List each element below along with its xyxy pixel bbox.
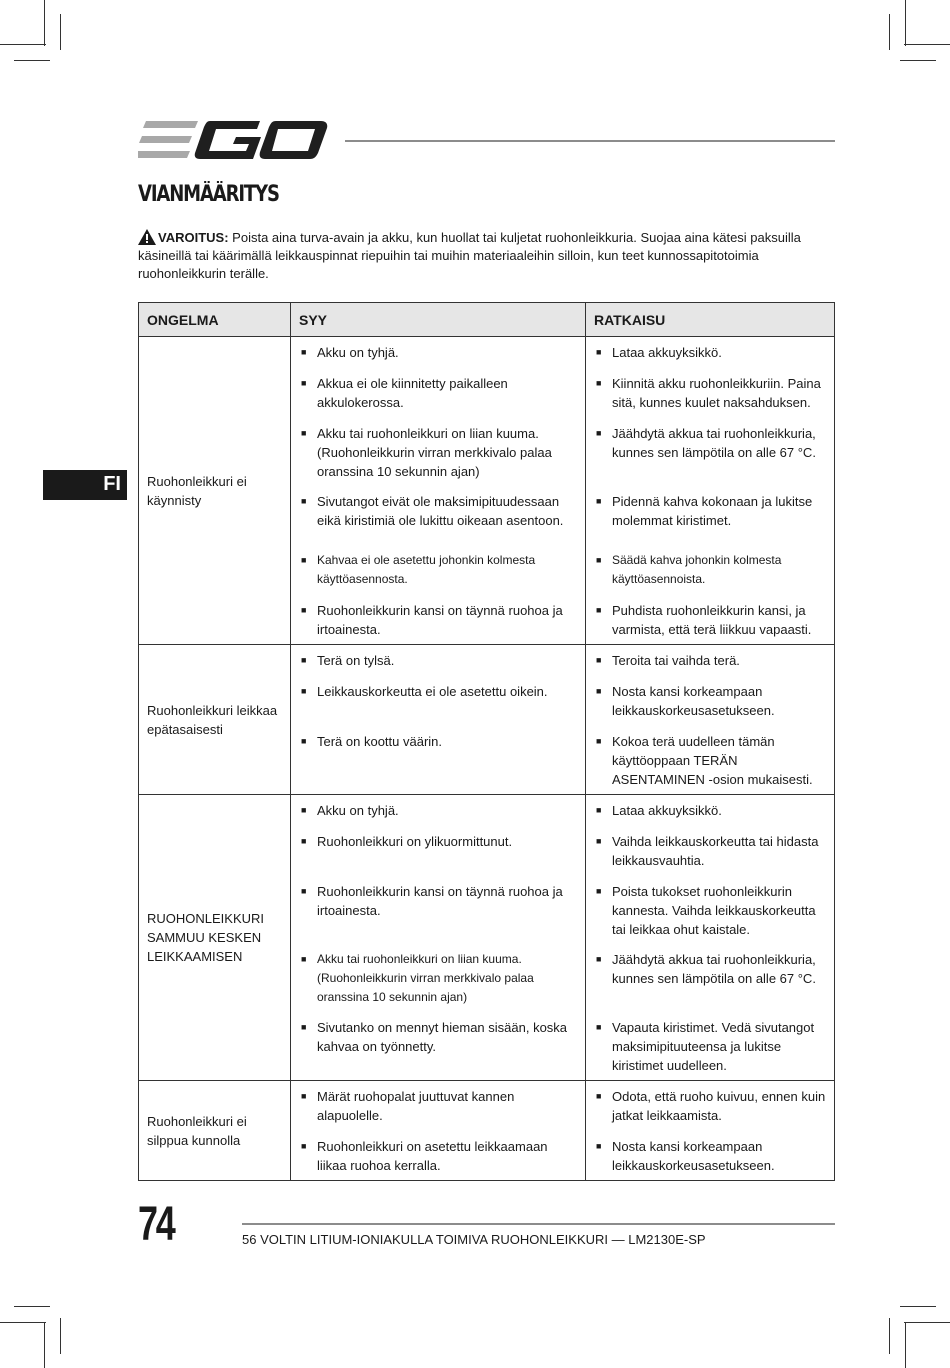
- bullet-icon: ■: [301, 836, 307, 846]
- list-item: ■ Akku on tyhjä.: [301, 343, 577, 374]
- bullet-icon: ■: [301, 736, 307, 746]
- list-item: ■ Sivutanko on mennyt hieman sisään, koska kahvaa on työnnetty.: [301, 1018, 577, 1075]
- list-item: ■ Ruohonleikkuri on asetettu leikkaamaan liikaa ruohoa kerralla.: [301, 1139, 548, 1173]
- list-item: ■ Poista tukokset ruohonleikkurin kannesta. Vaihda leikkauskorkeutta tai leikkaa ohut kaistale.: [596, 882, 826, 950]
- list-item: ■ Lataa akkuyksikkö.: [596, 343, 826, 374]
- crop-mark: [905, 1322, 906, 1368]
- list-item: ■ Jäähdytä akkua tai ruohonleikkuria, kunnes sen lämpötila on alle 67 °C.: [596, 950, 826, 1018]
- solution-cell: [586, 645, 835, 795]
- list-item: ■ Ruohonleikkuri on ylikuormittunut.: [301, 832, 577, 882]
- bullet-icon: ■: [301, 954, 307, 964]
- list-item: ■ Säädä kahva johonkin kolmesta käyttöasennoista.: [596, 551, 826, 601]
- bullet-icon: ■: [596, 378, 602, 388]
- list-item: ■ Vapauta kiristimet. Vedä sivutangot maksimipituuteensa ja lukitse kiristimet uudelleen.: [596, 1020, 815, 1073]
- crop-mark: [14, 1306, 50, 1307]
- crop-mark: [0, 1322, 46, 1323]
- bullet-icon: ■: [301, 428, 307, 438]
- cause-cell: [291, 1081, 586, 1181]
- table-row: [139, 337, 835, 645]
- list-item: ■ Kokoa terä uudelleen tämän käyttöoppaan TERÄN ASENTAMINEN -osion mukaisesti.: [596, 734, 813, 787]
- bullet-icon: ■: [301, 605, 307, 615]
- cause-cell: [291, 645, 586, 795]
- bullet-icon: ■: [596, 736, 602, 746]
- crop-mark: [904, 1322, 950, 1323]
- warning-notice: [138, 229, 838, 283]
- list-item: ■ Akku tai ruohonleikkuri on liian kuuma. (Ruohonleikkurin virran merkkivalo palaa oranssina 10 sekunnin ajan): [301, 950, 577, 1018]
- bullet-icon: ■: [301, 655, 307, 665]
- bullet-icon: ■: [596, 836, 602, 846]
- ego-logo: [138, 118, 328, 162]
- bullet-icon: ■: [301, 1091, 307, 1101]
- problem-cell: Ruohonleikkuri ei käynnisty: [139, 337, 291, 645]
- page-number: 74: [138, 1198, 174, 1251]
- bullet-icon: ■: [596, 496, 602, 506]
- list-item: ■ Kiinnitä akku ruohonleikkuriin. Paina sitä, kunnes kuulet naksahduksen.: [596, 374, 826, 424]
- crop-mark: [44, 0, 45, 46]
- list-item: ■ Odota, että ruoho kuivuu, ennen kuin jatkat leikkaamista.: [596, 1087, 826, 1137]
- list-item: ■ Märät ruohopalat juuttuvat kannen alapuolelle.: [301, 1087, 577, 1137]
- crop-mark: [904, 44, 950, 45]
- crop-mark: [44, 1322, 45, 1368]
- bullet-icon: ■: [596, 886, 602, 896]
- list-item: ■ Nosta kansi korkeampaan leikkauskorkeusasetukseen.: [596, 682, 826, 732]
- list-item: ■ Jäähdytä akkua tai ruohonleikkuria, kunnes sen lämpötila on alle 67 °C.: [596, 424, 826, 492]
- bullet-icon: ■: [301, 1022, 307, 1032]
- bullet-icon: ■: [596, 605, 602, 615]
- list-item: ■ Leikkauskorkeutta ei ole asetettu oikein.: [301, 682, 577, 732]
- list-item: ■ Puhdista ruohonleikkurin kansi, ja varmista, että terä liikkuu vapaasti.: [596, 603, 812, 637]
- bullet-icon: ■: [301, 496, 307, 506]
- list-item: ■ Nosta kansi korkeampaan leikkauskorkeusasetukseen.: [596, 1139, 775, 1173]
- bullet-icon: ■: [596, 347, 602, 357]
- list-item: ■ Ruohonleikkurin kansi on täynnä ruohoa ja irtoainesta.: [301, 603, 563, 637]
- warning-text: Poista aina turva-avain ja akku, kun huollat tai kuljetat ruohonleikkuria. Suojaa aina kätesi paksuilla käsineillä tai käärimällä leikkauspinnat riepuihin tai muihin materiaaleihin silloin, kun teet kunnossapitotoimia ruohonleikkurin terälle.: [138, 230, 801, 281]
- bullet-icon: ■: [301, 555, 307, 565]
- list-item: ■ Akku on tyhjä.: [301, 801, 577, 832]
- bullet-icon: ■: [596, 686, 602, 696]
- bullet-icon: ■: [596, 555, 602, 565]
- bullet-icon: ■: [301, 347, 307, 357]
- table-row: [139, 645, 835, 795]
- header-solution: RATKAISU: [586, 303, 835, 337]
- bullet-icon: ■: [596, 954, 602, 964]
- bullet-icon: ■: [596, 655, 602, 665]
- list-item: ■ Sivutangot eivät ole maksimipituudessaan eikä kiristimiä ole lukittu oikeaan asentoon.: [301, 492, 577, 551]
- problem-cell: RUOHONLEIKKURI SAMMUU KESKEN LEIKKAAMISEN: [139, 795, 291, 1081]
- list-item: ■ Lataa akkuyksikkö.: [596, 801, 826, 832]
- crop-mark: [889, 14, 890, 50]
- crop-mark: [889, 1318, 890, 1354]
- problem-cell: Ruohonleikkuri ei silppua kunnolla: [139, 1081, 291, 1181]
- list-item: ■ Terä on koottu väärin.: [301, 732, 577, 789]
- bullet-icon: ■: [301, 686, 307, 696]
- crop-mark: [900, 1306, 936, 1307]
- bullet-icon: ■: [301, 886, 307, 896]
- header-cause: SYY: [291, 303, 586, 337]
- crop-mark: [60, 1318, 61, 1354]
- list-item: ■ Teroita tai vaihda terä.: [596, 651, 826, 682]
- list-item: ■ Vaihda leikkauskorkeutta tai hidasta leikkausvauhtia.: [596, 832, 826, 882]
- list-item: ■ Akku tai ruohonleikkuri on liian kuuma. (Ruohonleikkurin virran merkkivalo palaa oranssina 10 sekunnin ajan): [301, 424, 577, 492]
- list-item: ■ Terä on tylsä.: [301, 651, 577, 682]
- warning-label: VAROITUS:: [158, 230, 229, 245]
- crop-mark: [900, 60, 936, 61]
- footer-rule: [242, 1223, 835, 1225]
- bullet-icon: ■: [301, 805, 307, 815]
- table-header-row: [139, 303, 835, 337]
- crop-mark: [905, 0, 906, 46]
- list-item: ■ Ruohonleikkurin kansi on täynnä ruohoa ja irtoainesta.: [301, 882, 577, 950]
- crop-mark: [14, 60, 50, 61]
- list-item: ■ Akkua ei ole kiinnitetty paikalleen akkulokerossa.: [301, 374, 577, 424]
- cause-cell: [291, 795, 586, 1081]
- table-row: [139, 1081, 835, 1181]
- list-item: ■ Pidennä kahva kokonaan ja lukitse molemmat kiristimet.: [596, 492, 826, 551]
- list-item: ■ Kahvaa ei ole asetettu johonkin kolmesta käyttöasennosta.: [301, 551, 577, 601]
- cause-cell: [291, 337, 586, 645]
- bullet-icon: ■: [596, 1141, 602, 1151]
- bullet-icon: ■: [596, 428, 602, 438]
- bullet-icon: ■: [596, 805, 602, 815]
- problem-cell: Ruohonleikkuri leikkaa epätasaisesti: [139, 645, 291, 795]
- bullet-icon: ■: [596, 1091, 602, 1101]
- header-rule: [345, 140, 835, 142]
- crop-mark: [60, 14, 61, 50]
- language-tab-label: FI: [103, 473, 121, 495]
- troubleshooting-table: [138, 302, 835, 1181]
- crop-mark: [0, 44, 46, 45]
- solution-cell: [586, 1081, 835, 1181]
- bullet-icon: ■: [301, 378, 307, 388]
- header-problem: ONGELMA: [139, 303, 291, 337]
- footer-title: 56 VOLTIN LITIUM-IONIAKULLA TOIMIVA RUOHONLEIKKURI — LM2130E-SP: [242, 1232, 706, 1247]
- table-row: [139, 795, 835, 1081]
- language-tab: [43, 470, 127, 500]
- solution-cell: [586, 337, 835, 645]
- bullet-icon: ■: [301, 1141, 307, 1151]
- warning-icon: [138, 229, 156, 245]
- page-title: VIANMÄÄRITYS: [138, 182, 279, 207]
- bullet-icon: ■: [596, 1022, 602, 1032]
- solution-cell: [586, 795, 835, 1081]
